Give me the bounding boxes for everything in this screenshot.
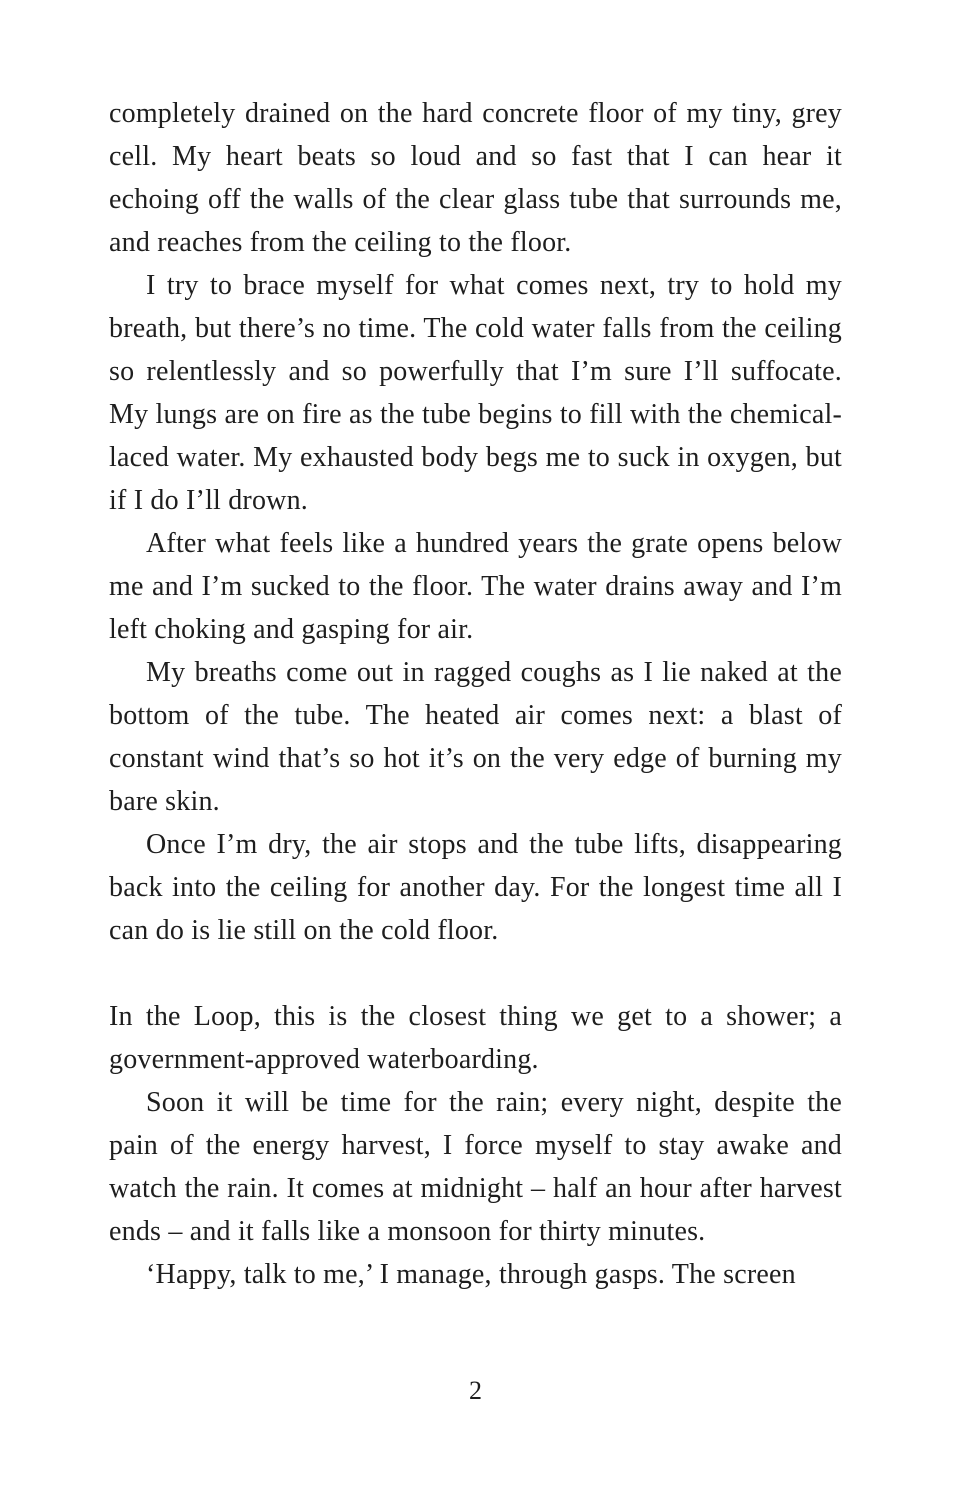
paragraph: Soon it will be time for the rain; every night, despite the pain of the energy harvest, I force myself to stay awake and watch the rain. It comes at midnight – half an hour after harvest ends – and it falls like a monsoon for thirty minutes. xyxy=(109,1087,842,1247)
paragraph: ‘Happy, talk to me,’ I manage, through gasps. The screen xyxy=(146,1259,796,1290)
paragraph: I try to brace myself for what comes next, try to hold my breath, but there’s no time. The cold water falls from the ceiling so relentlessly and so powerfully that I’m sure I’ll suffocate. My lungs are on fire as the tube begins to fill with the chemical-laced water. My exhausted body begs me to suck in oxygen, but if I do I’ll drown. xyxy=(109,270,842,516)
paragraph: My breaths come out in ragged coughs as I lie naked at the bottom of the tube. The heated air comes next: a blast of constant wind that’s so hot it’s on the very edge of burning my bare skin. xyxy=(109,657,842,817)
paragraph: completely drained on the hard concrete floor of my tiny, grey cell. My heart beats so loud and so fast that I can hear it echoing off the walls of the clear glass tube that surrounds me, and reaches from the ceiling to the floor. xyxy=(109,98,842,258)
paragraph: In the Loop, this is the closest thing we get to a shower; a government-approved waterboarding. xyxy=(109,1001,842,1075)
page-text xyxy=(109,92,842,1296)
paragraph: After what feels like a hundred years the grate opens below me and I’m sucked to the floor. The water drains away and I’m left choking and gasping for air. xyxy=(109,528,842,645)
paragraph: Once I’m dry, the air stops and the tube lifts, disappearing back into the ceiling for another day. For the longest time all I can do is lie still on the cold floor. xyxy=(109,829,842,946)
page-number: 2 xyxy=(469,1376,482,1405)
